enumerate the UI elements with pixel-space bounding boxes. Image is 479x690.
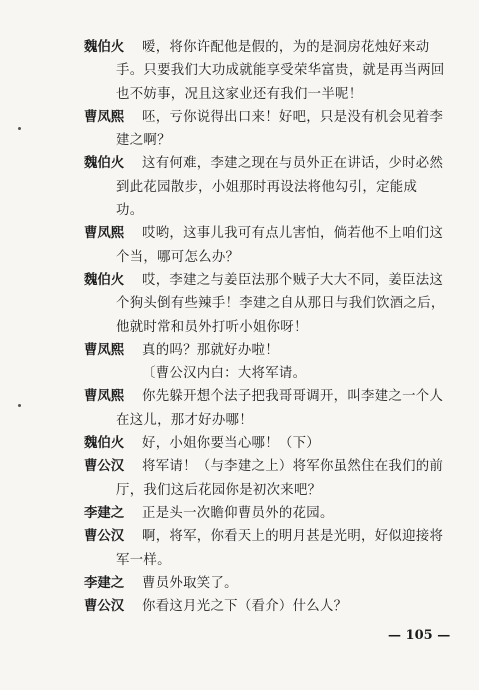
speaker-name: 曹凤熙: [84, 225, 125, 242]
speaker-name: 曹凤熙: [84, 108, 125, 125]
dialogue-entry: [84, 525, 464, 572]
dialogue-line: 个当，哪可怎么办？: [116, 249, 240, 265]
dialogue-line: 真的吗？那就好办啦！: [142, 342, 279, 358]
dialogue-line: 功。: [116, 203, 144, 219]
dialogue-line: 军一样。: [116, 552, 171, 568]
speaker-name: 李建之: [84, 574, 125, 591]
speaker-name: 曹公汉: [84, 458, 125, 475]
dialogue-entry: [84, 339, 464, 362]
speaker-name: 魏伯火: [84, 271, 125, 288]
dialogue-line: 到此花园散步，小姐那时再设法将他勾引，定能成: [116, 179, 418, 195]
dialogue-line: 曹员外取笑了。: [142, 575, 238, 591]
dialogue-line: 将军请！（与李建之上）将军你虽然住在我们的前: [142, 459, 444, 475]
dialogue-line: 嗳，将你许配他是假的，为的是洞房花烛好来动: [142, 40, 430, 55]
margin-speck: [18, 127, 21, 130]
speaker-name: 魏伯火: [84, 155, 125, 172]
stage-direction: [84, 362, 464, 385]
dialogue-entry: [84, 152, 464, 222]
dialogue-line: 建之啊？: [116, 133, 171, 149]
dialogue-entry: [84, 432, 464, 455]
dialogue-line: 呸，亏你说得出口来！好吧，只是没有机会见着李: [142, 109, 444, 125]
play-script: [84, 36, 464, 618]
dialogue-entry: [84, 572, 464, 595]
speaker-name: 曹公汉: [84, 528, 125, 545]
dialogue-entry: [84, 455, 464, 502]
dialogue-line: 也不妨事，况且这家业还有我们一半呢！: [116, 86, 363, 102]
page-number: — 105 —: [388, 628, 451, 643]
dialogue-line: 个狗头倒有些辣手！李建之自从那日与我们饮酒之后，: [116, 296, 445, 312]
margin-speck: [18, 404, 21, 407]
dialogue-entry: [84, 502, 464, 525]
dialogue-line: 你看这月光之下（看介）什么人？: [142, 599, 348, 615]
dialogue-entry: [84, 36, 464, 106]
speaker-name: 曹公汉: [84, 598, 125, 615]
speaker-name: 魏伯火: [84, 39, 125, 55]
dialogue-line: 在这儿，那才好办哪！: [116, 412, 253, 428]
dialogue-line: 手。只要我们大功成就能享受荣华富贵，就是再当两回: [116, 63, 445, 79]
dialogue-entry: [84, 595, 464, 618]
dialogue-line: 哎，李建之与姜臣法那个贼子大大不同，姜臣法这: [142, 272, 444, 288]
dialogue-line: 哎哟，这事儿我可有点儿害怕，倘若他不上咱们这: [142, 226, 444, 242]
dialogue-line: 正是头一次瞻仰曹员外的花园。: [142, 505, 334, 521]
dialogue-line: 好，小姐你要当心哪！（下）: [142, 436, 320, 452]
dialogue-line: 厅，我们这后花园你是初次来吧？: [116, 482, 322, 498]
dialogue-entry: [84, 269, 464, 339]
speaker-name: 李建之: [84, 504, 125, 521]
speaker-name: 曹凤熙: [84, 341, 125, 358]
dialogue-line: 啊，将军，你看天上的明月甚是光明，好似迎接将: [142, 529, 444, 545]
dialogue-entry: [84, 106, 464, 153]
dialogue-line: 他就时常和员外打听小姐你呀！: [116, 319, 308, 335]
dialogue-line: 你先躲开想个法子把我哥哥调开，叫李建之一个人: [142, 389, 444, 405]
speaker-name: 魏伯火: [84, 435, 125, 452]
stage-direction-line: 〔曹公汉内白：大将军请。: [142, 366, 307, 382]
dialogue-entry: [84, 385, 464, 432]
dialogue-line: 这有何难，李建之现在与员外正在讲话，少时必然: [142, 156, 444, 172]
speaker-name: 曹凤熙: [84, 388, 125, 405]
dialogue-entry: [84, 222, 464, 269]
